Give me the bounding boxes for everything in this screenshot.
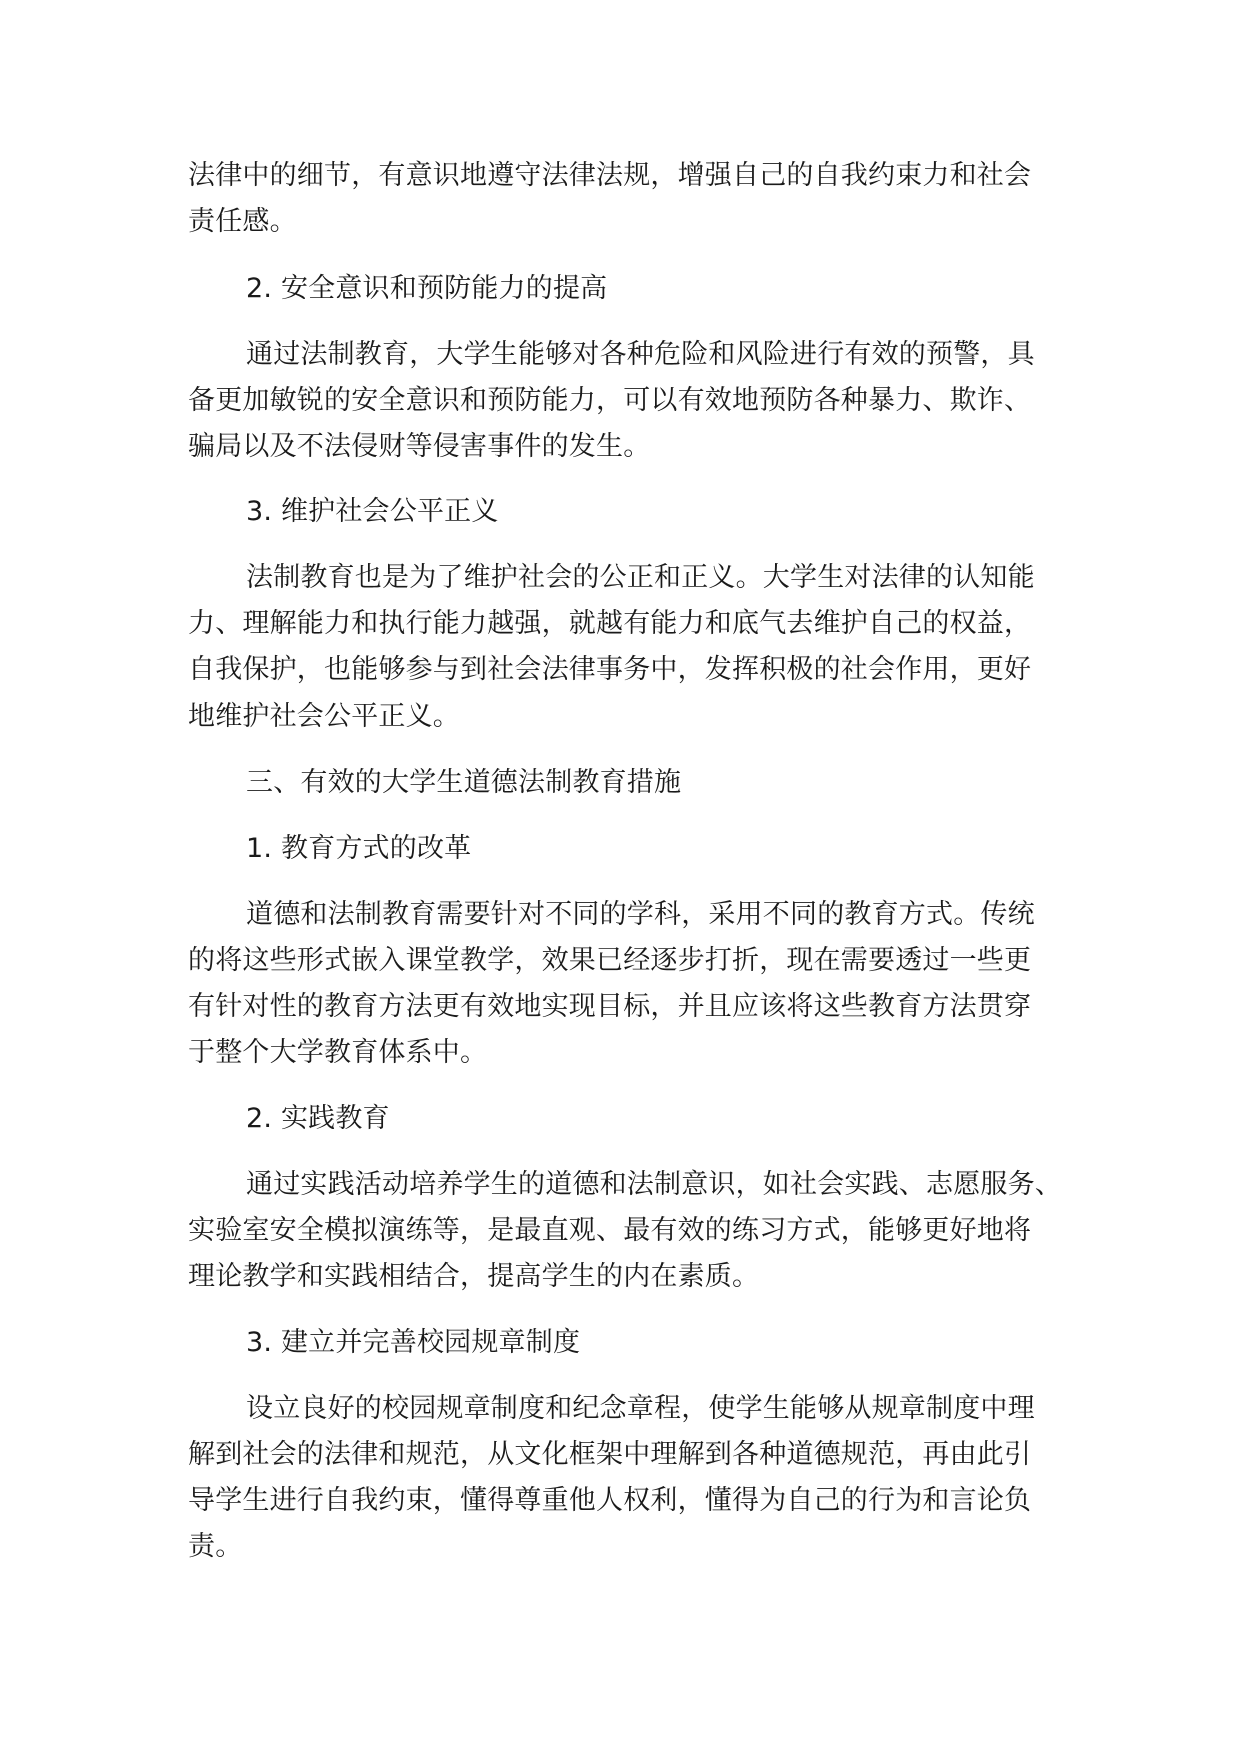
paragraph-line: 地维护社会公平正义。 bbox=[188, 701, 460, 732]
section-heading: 2. 安全意识和预防能力的提高 bbox=[246, 273, 608, 304]
paragraph-line: 法律中的细节，有意识地遵守法律法规，增强自己的自我约束力和社会 bbox=[188, 160, 1032, 191]
paragraph-line: 通过实践活动培养学生的道德和法制意识，如社会实践、志愿服务、 bbox=[246, 1169, 1062, 1200]
section-heading: 1. 教育方式的改革 bbox=[246, 833, 472, 864]
section-heading: 3. 建立并完善校园规章制度 bbox=[246, 1327, 581, 1358]
paragraph-line: 理论教学和实践相结合，提高学生的内在素质。 bbox=[188, 1261, 760, 1292]
section-heading: 三、有效的大学生道德法制教育措施 bbox=[246, 767, 682, 798]
paragraph-line: 的将这些形式嵌入课堂教学，效果已经逐步打折，现在需要透过一些更 bbox=[188, 945, 1032, 976]
paragraph-line: 道德和法制教育需要针对不同的学科，采用不同的教育方式。传统 bbox=[246, 899, 1035, 930]
paragraph-line: 导学生进行自我约束，懂得尊重他人权利，懂得为自己的行为和言论负 bbox=[188, 1485, 1032, 1516]
paragraph-line: 自我保护，也能够参与到社会法律事务中，发挥积极的社会作用，更好 bbox=[188, 654, 1032, 685]
paragraph-line: 通过法制教育，大学生能够对各种危险和风险进行有效的预警，具 bbox=[246, 339, 1035, 370]
paragraph-line: 备更加敏锐的安全意识和预防能力，可以有效地预防各种暴力、欺诈、 bbox=[188, 385, 1032, 416]
paragraph-line: 实验室安全模拟演练等，是最直观、最有效的练习方式，能够更好地将 bbox=[188, 1215, 1032, 1246]
paragraph-line: 骗局以及不法侵财等侵害事件的发生。 bbox=[188, 431, 651, 462]
paragraph-line: 于整个大学教育体系中。 bbox=[188, 1037, 488, 1068]
paragraph-line: 责。 bbox=[188, 1531, 243, 1562]
paragraph-line: 法制教育也是为了维护社会的公正和正义。大学生对法律的认知能 bbox=[246, 562, 1035, 593]
section-heading: 3. 维护社会公平正义 bbox=[246, 496, 499, 527]
paragraph-line: 责任感。 bbox=[188, 206, 297, 237]
section-heading: 2. 实践教育 bbox=[246, 1103, 390, 1134]
paragraph-line: 解到社会的法律和规范，从文化框架中理解到各种道德规范，再由此引 bbox=[188, 1439, 1032, 1470]
paragraph-line: 有针对性的教育方法更有效地实现目标，并且应该将这些教育方法贯穿 bbox=[188, 991, 1032, 1022]
paragraph-line: 设立良好的校园规章制度和纪念章程，使学生能够从规章制度中理 bbox=[246, 1393, 1035, 1424]
paragraph-line: 力、理解能力和执行能力越强，就越有能力和底气去维护自己的权益， bbox=[188, 608, 1032, 639]
